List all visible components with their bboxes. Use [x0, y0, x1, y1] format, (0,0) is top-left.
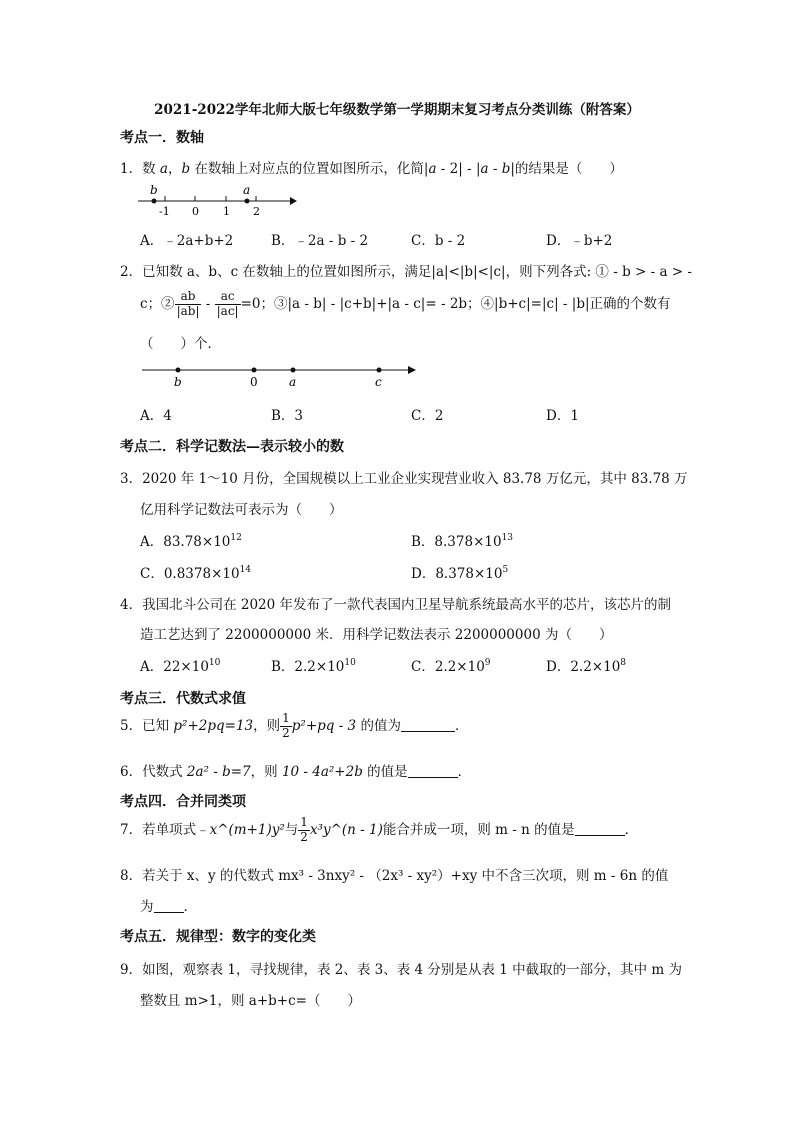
option-c[interactable]: C．2 [411, 408, 444, 424]
option-c[interactable]: C．$2.2\times 10^9$ [411, 658, 491, 675]
option-c[interactable]: C．b - 2 [411, 233, 466, 249]
point-b [152, 199, 157, 204]
point-b [176, 368, 181, 373]
question-4-line-1: 4．我国北斗公司在 2020 年发布了一款代表国内卫星导航系统最高水平的芯片，该芯片的制 [120, 597, 672, 613]
question-3-line-2: 亿用科学记数法可表示为（ ） [140, 502, 343, 518]
answer-blank[interactable] [401, 731, 455, 732]
option-d[interactable]: D．1 [546, 408, 579, 424]
question-4-line-2: 造工艺达到了 2200000000 米．用科学记数法表示 2200000000 为（ ） [140, 627, 613, 643]
point-c [377, 368, 382, 373]
option-a[interactable]: A．$83.78\times 10^{12}$ [140, 533, 242, 550]
question-8-line-1: 8．若关于 x、y 的代数式 mx³ - 3nxy² - （2x³ - xy²）+xy 中不含三次项，则 m - 6n 的值 [120, 868, 669, 884]
option-b[interactable]: B．$8.378\times 10^{13}$ [411, 533, 514, 550]
option-a[interactable]: A．$22\times 10^{10}$ [140, 658, 221, 675]
label-a: a [289, 375, 297, 389]
answer-blank[interactable] [154, 912, 184, 913]
arrow-icon [290, 197, 297, 205]
number-line-q1 [130, 180, 300, 220]
question-6: 6．代数式 2a² - b=7，则 10 - 4a²+2b 的值是 ． [120, 764, 472, 780]
option-d[interactable]: D．$2.2\times 10^8$ [546, 658, 627, 675]
label-b: b [150, 183, 158, 197]
answer-blank[interactable] [575, 835, 625, 836]
section-heading-3: 考点三．代数式求值 [120, 691, 246, 707]
label-c: c [375, 375, 382, 389]
question-8-line-2: 为 ． [140, 899, 197, 915]
point-zero [252, 368, 257, 373]
document-title: 2021-2022学年北师大版七年级数学第一学期期末复习考点分类训练（附答案） [154, 102, 640, 118]
question-9-line-1: 9．如图，观察表 1，寻找规律，表 2、表 3、表 4 分别是从表 1 中截取的一部分，其中 m 为 [120, 962, 682, 978]
answer-blank[interactable] [408, 777, 458, 778]
option-b[interactable]: B．$2.2\times 10^{10}$ [271, 658, 356, 675]
section-heading-2: 考点二．科学记数法—表示较小的数 [120, 439, 344, 455]
point-a [245, 199, 250, 204]
question-2-line-2: c；② $\frac{ab}{|ab|}$ - $\frac{ac}{|ac|}$ =0；③|a - b| - |c+b|+|a - c|= - 2b；④|b+c|=|c| - |b|正确的个数有 [140, 289, 671, 318]
question-3-line-1: 3．2020 年 1～10 月份，全国规模以上工业企业实现营业收入 83.78 万亿元，其中 83.78 万 [120, 471, 688, 487]
section-heading-4: 考点四．合并同类项 [120, 794, 246, 810]
question-2-line-3: （ ）个． [140, 336, 221, 352]
option-b[interactable]: B．﹣2a - b - 2 [271, 233, 369, 249]
question-1-stem: 1．数 a，b 在数轴上对应点的位置如图所示，化简|a - 2| - |a - b|的结果是（ ） [120, 161, 623, 177]
point-a [291, 368, 296, 373]
tick-label: 2 [253, 205, 260, 218]
number-line-q2 [138, 358, 423, 392]
label-zero: 0 [250, 375, 258, 389]
arrow-icon [408, 366, 416, 374]
option-c[interactable]: C．$0.8378\times 10^{14}$ [140, 565, 252, 582]
option-a[interactable]: A．4 [140, 408, 172, 424]
question-2-line-1: 2．已知数 a、b、c 在数轴上的位置如图所示，满足|a|<|b|<|c|，则下列各式: ① - b > - a > - [120, 264, 692, 280]
option-b[interactable]: B．3 [271, 408, 304, 424]
section-heading-5: 考点五．规律型：数字的变化类 [120, 929, 316, 945]
label-a: a [243, 183, 251, 197]
question-7: 7．若单项式﹣x^(m+1)y²与 $\frac{1}{2}$ x³y^(n - 1)能合并成一项，则 m - n 的值是 ． [120, 815, 639, 844]
tick-label: 1 [223, 205, 230, 218]
tick-label: -1 [159, 205, 170, 218]
option-d[interactable]: D．﹣b+2 [546, 233, 613, 249]
label-b: b [174, 375, 182, 389]
option-d[interactable]: D．$8.378\times 10^5$ [411, 565, 509, 582]
question-5: 5．已知 p²+2pq=13，则 $\frac{1}{2}$ p²+pq - 3 的值为 ． [120, 711, 469, 740]
section-heading-1: 考点一．数轴 [120, 130, 204, 146]
option-a[interactable]: A．﹣2a+b+2 [140, 233, 234, 249]
question-9-line-2: 整数且 m>1，则 a+b+c=（ ） [140, 993, 361, 1009]
tick-label: 0 [192, 205, 199, 218]
